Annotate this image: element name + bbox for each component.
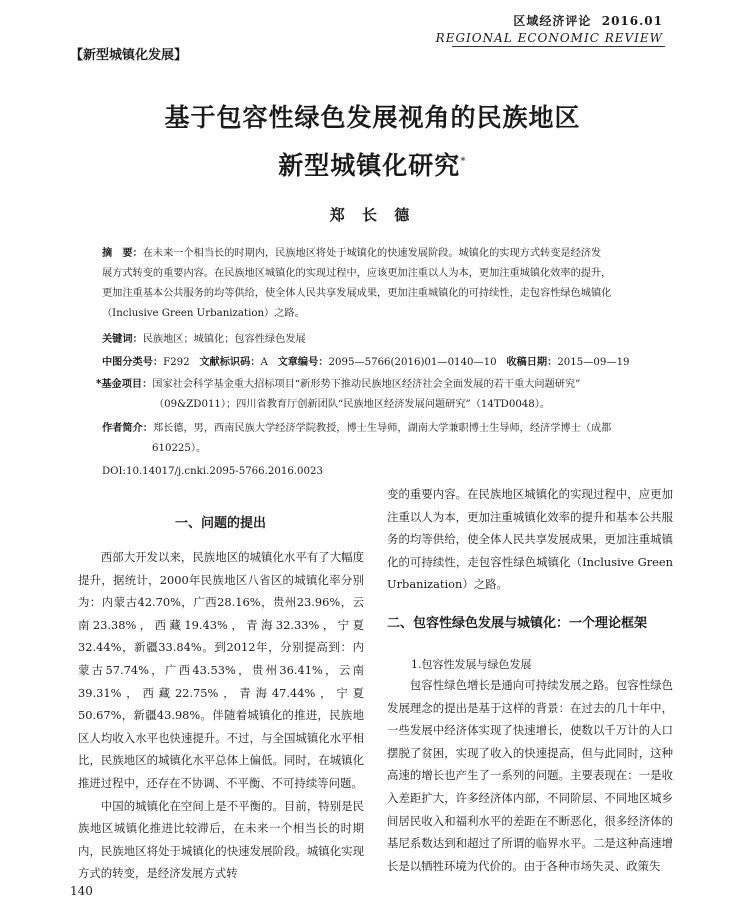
paragraph: 中国的城镇化在空间上是不平衡的。目前，特别是民族地区城镇化推进比较滞后，在未来一个相当长的时期内，民族地区将处于城镇化的快速发展阶段。城镇化实现方式的转变，是经济发展方式转 (78, 798, 364, 881)
funding: *基金项目：国家社会科学基金重大招标项目“新形势下推动民族地区经济社会全面发展的若干重大问题研究” （09&ZD011）；四川省教育厅创新团队“民族地区经济发展问题研究”（14TD0048）。 (96, 379, 581, 410)
funding-label: *基金项目： (96, 379, 153, 390)
right-column-top (387, 483, 673, 596)
keywords: 关键词：民族地区；城镇化；包容性绿色发展 (102, 334, 306, 345)
footnote-mark: * (460, 154, 467, 168)
abstract: 摘 要：在未来一个相当长的时期内，民族地区将处于城镇化的快速发展阶段。城镇化的实现方式转变是经济发 展方式转变的重要内容。在民族地区城镇化的实现过程中，应该更加注重以人为本，更加注重城镇化效率的提升， 更加注重基本公共服务的均等供给，使全体人民共享发展成果，更加注重城镇化的可持续性，走包容性绿色城镇化 （Inclusive Green Urbanization）之路。 (102, 248, 612, 319)
author-bio-label: 作者简介： (102, 423, 153, 434)
right-column-body (387, 674, 673, 877)
left-column (78, 546, 364, 885)
paragraph: 包容性绿色增长是通向可持续发展之路。包容性绿色发展理念的提出是基于这样的背景：在过去的几十年中，一些发展中经济体实现了快速增长，使数以千万计的人口摆脱了贫困，实现了收入的快速提高，但与此同时，这种高速的增长也产生了一系列的问题。主要表现在：一是收入差距扩大，许多经济体内部，不同阶层、不同地区城乡间居民收入和福利水平的差距在不断恶化，很多经济体的基尼系数达到和超过了所谓的临界水平。二是这种高速增长是以牺牲环境为代价的。由于各种市场失灵、政策失 (387, 678, 673, 873)
section-2-title: 二、包容性绿色发展与城镇化：一个理论框架 (387, 616, 648, 631)
abstract-label: 摘 要： (102, 248, 143, 259)
section-1-title: 一、问题的提出 (175, 516, 267, 531)
author-name: 郑 长 德 (329, 206, 416, 224)
doi: DOI:10.14017/j.cnki.2095-5766.2016.0023 (102, 466, 323, 477)
column-tag: 【新型城镇化发展】 (70, 48, 188, 63)
keywords-label: 关键词： (102, 334, 143, 345)
header-rule (452, 46, 665, 47)
running-head-cn: 区域经济评论 2016.01 (513, 14, 663, 28)
subsection-title: 1.包容性发展与绿色发展 (411, 658, 532, 671)
author-bio: 作者简介：郑长德，男，西南民族大学经济学院教授，博士生导师，湖南大学兼职博士生导师，经济学博士（成都 610225）。 (102, 423, 612, 454)
page-number: 140 (70, 884, 93, 898)
title-line-1: 基于包容性绿色发展视角的民族地区 (164, 103, 581, 132)
paragraph: 西部大开发以来，民族地区的城镇化水平有了大幅度提升，据统计，2000年民族地区八省区的城镇化率分别为：内蒙古42.70%，广西28.16%，贵州23.96%，云南23.38%，西藏19.43%，青海32.33%，宁夏32.44%，新疆33.84%。到2012年，分别提高到：内蒙古57.74%，广西43.53%，贵州36.41%，云南39.31%，西藏22.75%，青海47.44%，宁夏50.67%，新疆43.98%。伴随着城镇化的推进，民族地区人均收入水平也快速提升。不过，与全国城镇化水平相比，民族地区的城镇化水平总体上偏低。同时，在城镇化推进过程中，还存在不协调、不平衡、不可持续等问题。 (78, 550, 364, 790)
running-head-en: REGIONAL ECONOMIC REVIEW (435, 31, 663, 45)
paragraph: 变的重要内容。在民族地区城镇化的实现过程中，应更加注重以人为本，更加注重城镇化效率的提升和基本公共服务的均等供给，使全体人民共享发展成果，更加注重城镇化的可持续性，走包容性绿色城镇化（Inclusive Green Urbanization）之路。 (387, 487, 673, 592)
running-head (436, 12, 663, 45)
issue-number: 2016.01 (601, 14, 663, 28)
title-line-2: 新型城镇化研究* (278, 151, 467, 180)
classification-line: 中图分类号：F292 文献标识码：A 文章编号：2095—5766(2016)01—0140—10 收稿日期：2015—09—19 (102, 357, 630, 368)
